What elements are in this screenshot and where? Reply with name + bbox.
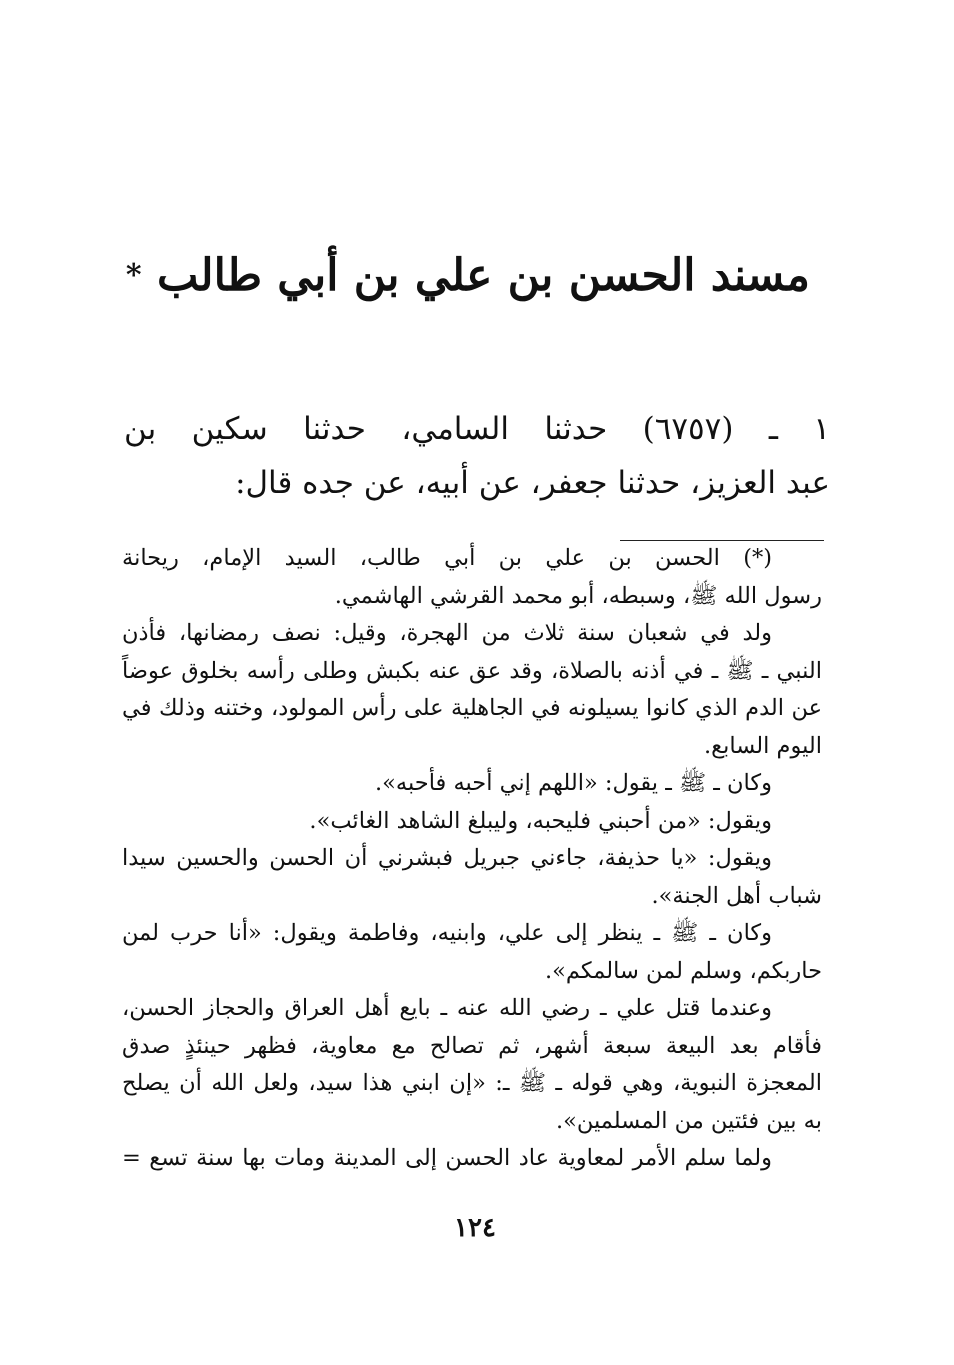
footnote-line: ويقول: «يا حذيفة، جاءني جبريل فبشرني أن الحسن والحسين سيدا <box>122 845 772 871</box>
footnote-line: المعجزة النبوية، وهي قوله ـ ﷺ ـ: «إن ابني هذا سيد، ولعل الله أن يصلح <box>122 1070 822 1096</box>
footnote-line: عن الدم الذي كانوا يسيلونه في الجاهلية على رأس المولود، وختنه وذلك في <box>122 695 822 721</box>
title-text: مسند الحسن بن علي بن أبي طالب <box>156 250 810 302</box>
footnote-line: رسول الله ﷺ، وسبطه، أبو محمد القرشي الهاشمي. <box>334 582 822 609</box>
footnote-line: وكان ـ ﷺ ـ ينظر إلى علي، وابنيه، وفاطمة ويقول: «أنا حرب لمن <box>122 920 772 946</box>
footnote-line: وعندما قتل علي ـ رضي الله عنه ـ بايع أهل العراق والحجاز الحسن، <box>122 995 772 1021</box>
footnote-line: به بين فئتين من المسلمين». <box>555 1107 822 1134</box>
footnote-line: حاربكم، وسلم لمن سالمكم». <box>544 957 822 984</box>
footnote-line: شباب أهل الجنة». <box>651 882 822 909</box>
footnote-line: (*) الحسن بن علي بن أبي طالب، السيد الإمام، ريحانة <box>122 545 772 571</box>
hadith-text <box>124 402 830 510</box>
page-number: ١٢٤ <box>454 1213 496 1243</box>
footnote-line: ولد في شعبان سنة ثلاث من الهجرة، وقيل: نصف رمضانها، فأذن <box>122 620 772 646</box>
footnote-line: فأقام بعد البيعة سبعة أشهر، ثم تصالح مع معاوية، فظهر حينئذٍ صدق <box>122 1032 822 1059</box>
footnotes <box>122 540 822 1178</box>
title-footnote-marker: * <box>125 258 142 294</box>
footnote-line: النبي ـ ﷺ ـ في أذنه بالصلاة، وقد عق عنه بكبش وطلى رأسه بخلوق عوضاً <box>122 657 822 684</box>
hadith-line: عبد العزيز، حدثنا جعفر، عن أبيه، عن جده قال: <box>235 465 830 501</box>
footnote-line: اليوم السابع. <box>703 732 822 759</box>
hadith-line: ١ ـ (٦٧٥٧) حدثنا السامي، حدثنا سكين بن <box>124 411 830 447</box>
footnote-line: ويقول: «من أحبني فليحبه، وليبلغ الشاهد الغائب». <box>309 807 772 834</box>
page-title <box>125 241 810 311</box>
footnote-line: وكان ـ ﷺ ـ يقول: «اللهم إني أحبه فأحبه». <box>375 770 772 796</box>
footnote-line: ولما سلم الأمر لمعاوية عاد الحسن إلى المدينة ومات بها سنة تسع = <box>122 1145 772 1171</box>
